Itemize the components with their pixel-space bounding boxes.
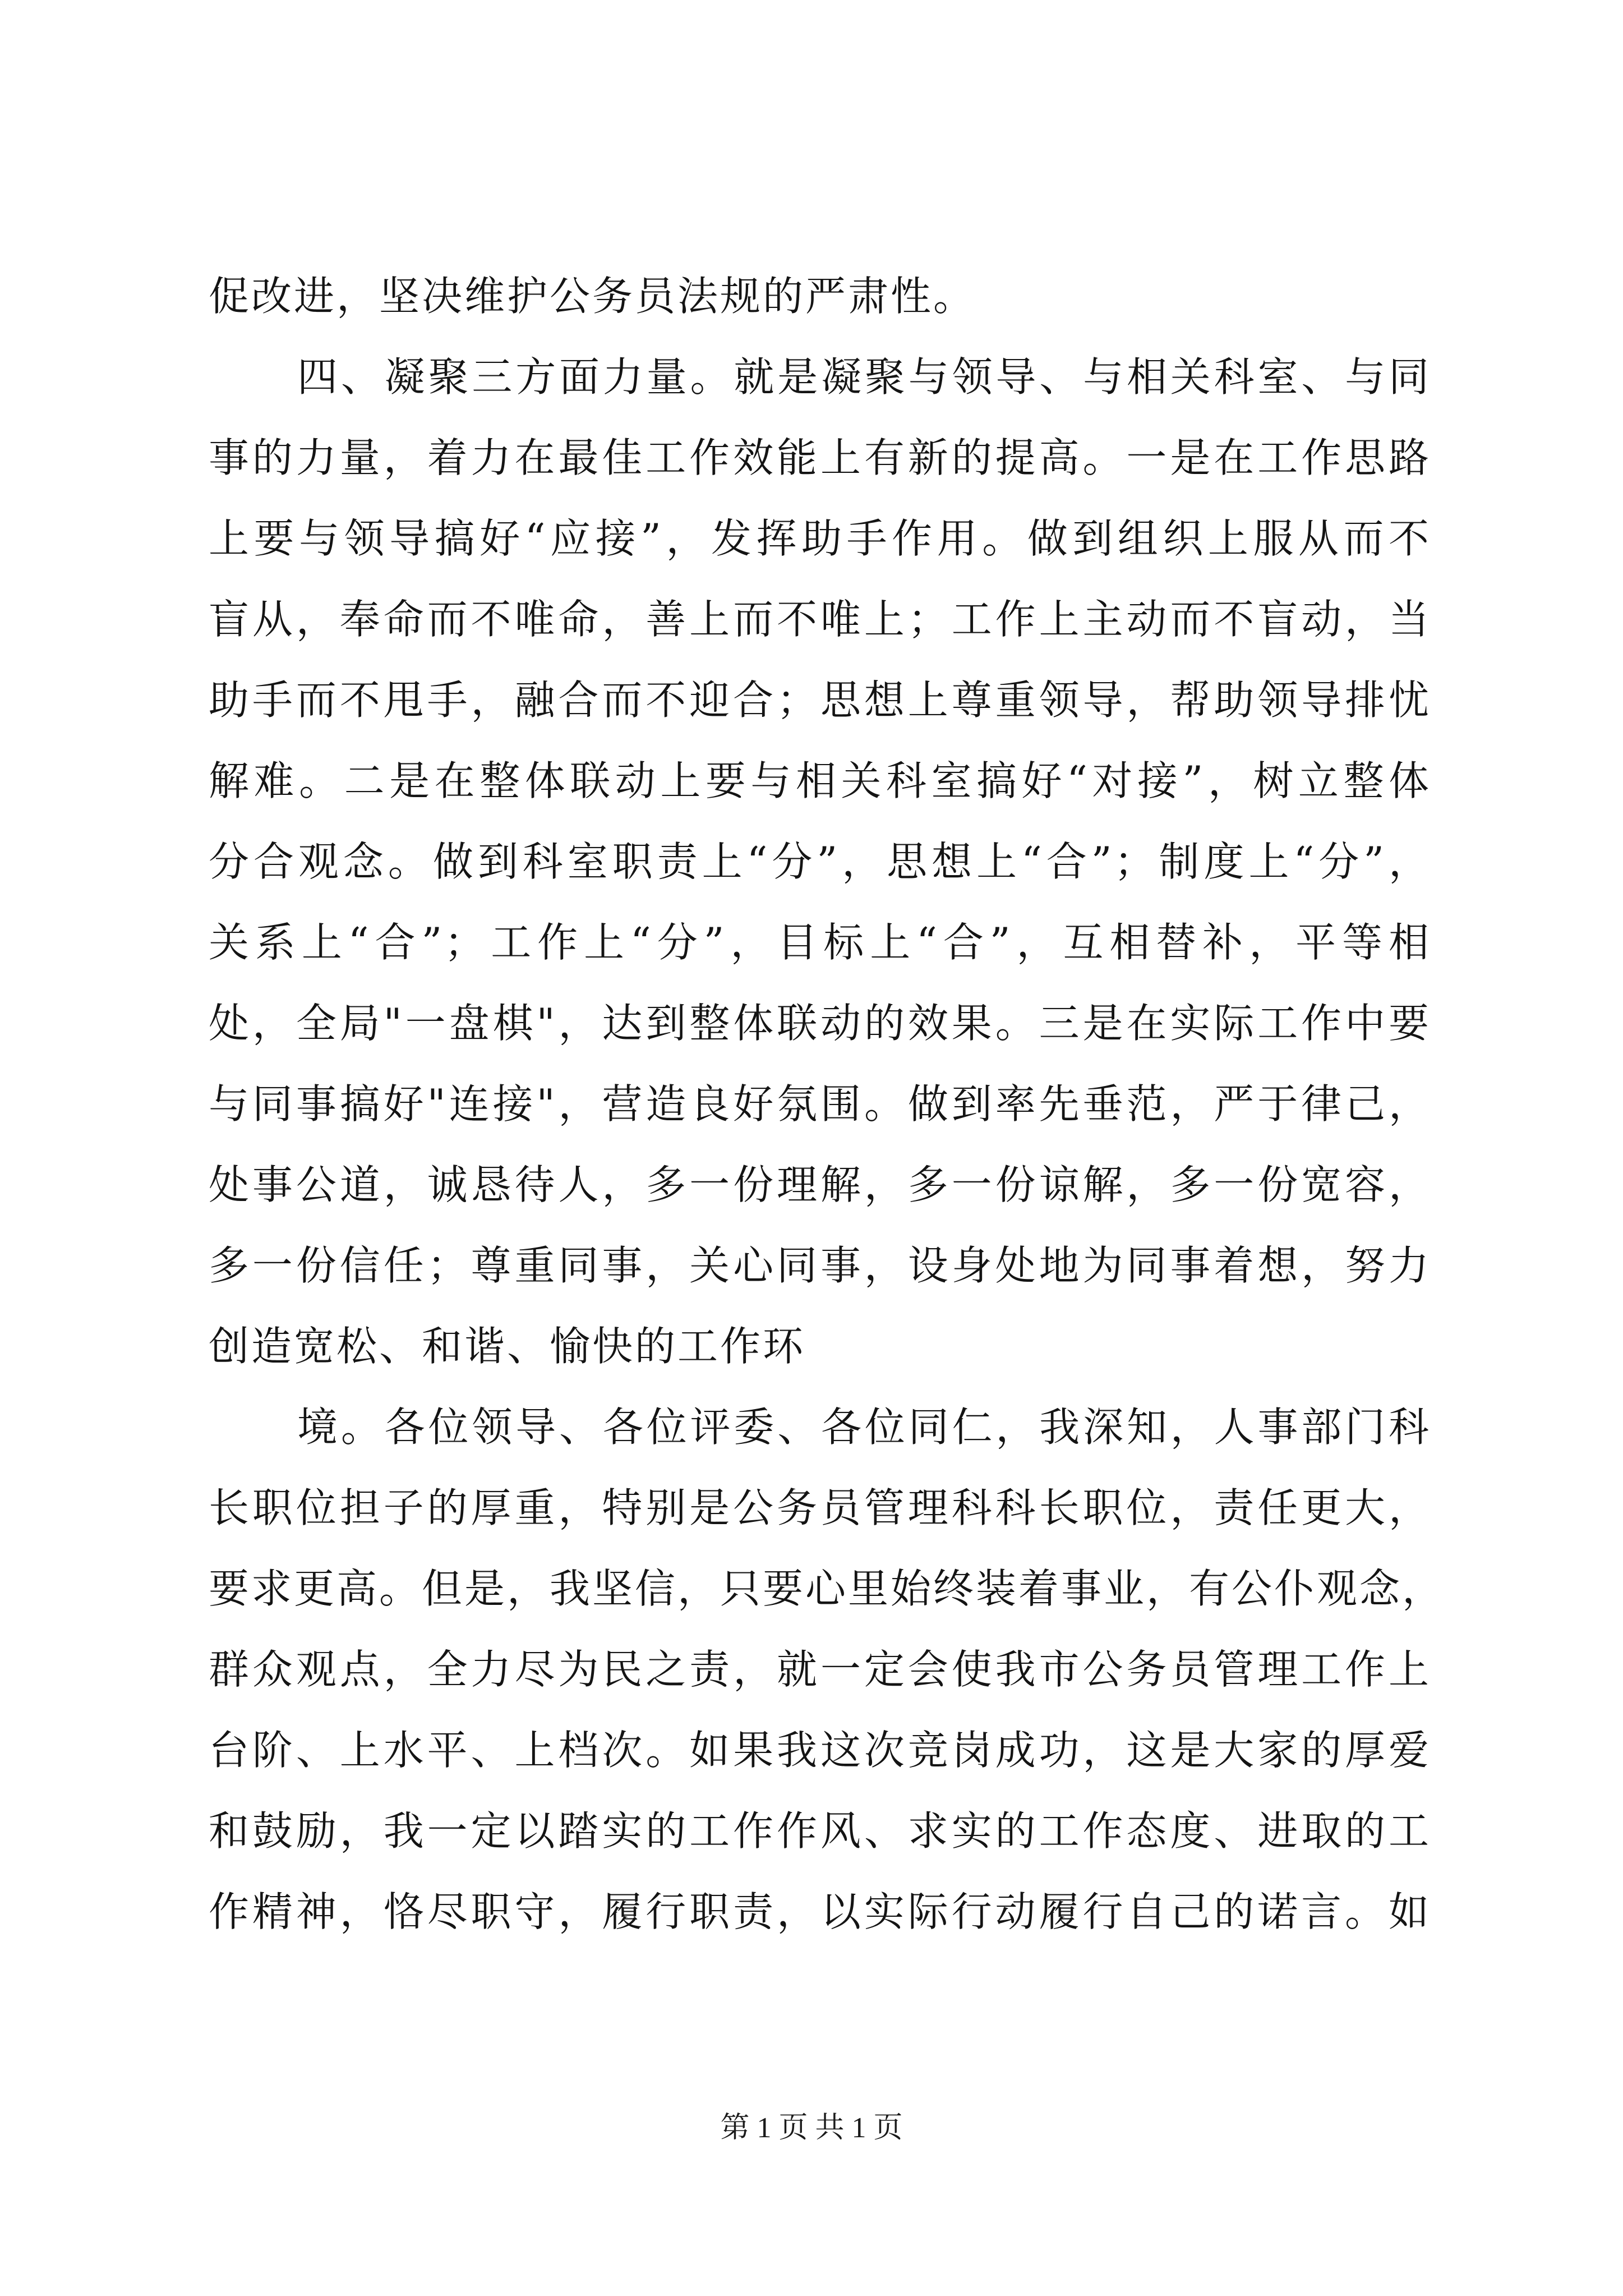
text-line: 创造宽松、和谐、愉快的工作环	[209, 1323, 806, 1370]
text-line: 群众观点，全力尽为民之责，就一定会使我市公务员管理工作上	[209, 1646, 1431, 1693]
text-line: 要求更高。但是，我坚信，只要心里始终装着事业，有公仆观念，	[209, 1565, 1445, 1612]
text-line: 事的力量，着力在最佳工作效能上有新的提高。一是在工作思路	[209, 434, 1431, 481]
text-line: 台阶、上水平、上档次。如果我这次竞岗成功，这是大家的厚爱	[209, 1727, 1431, 1774]
text-line: 作精神，恪尽职守，履行职责，以实际行动履行自己的诺言。如	[209, 1888, 1431, 1935]
body-text	[209, 256, 1445, 1952]
text-line: 盲从，奉命而不唯命，善上而不唯上；工作上主动而不盲动，当	[209, 596, 1431, 643]
text-line: 助手而不甩手，融合而不迎合；思想上尊重领导，帮助领导排忧	[209, 677, 1431, 724]
text-line: 关系上“合”；工作上“分”，目标上“合”，互相替补，平等相	[209, 919, 1431, 966]
page-number-footer: 第 1 页 共 1 页	[720, 2112, 903, 2144]
text-line: 和鼓励，我一定以踏实的工作作风、求实的工作态度、进取的工	[209, 1807, 1431, 1855]
text-line: 多一份信任；尊重同事，关心同事，设身处地为同事着想，努力	[209, 1242, 1431, 1289]
text-line: 处，全局"一盘棋"，达到整体联动的效果。三是在实际工作中要	[209, 1000, 1431, 1047]
text-line: 与同事搞好"连接"，营造良好氛围。做到率先垂范，严于律己，	[209, 1080, 1431, 1128]
text-line: 促改进，坚决维护公务员法规的严肃性。	[209, 273, 976, 320]
text-line: 上要与领导搞好“应接”，发挥助手作用。做到组织上服从而不	[209, 515, 1431, 562]
paragraph-start-line: 境。各位领导、各位评委、各位同仁，我深知，人事部门科	[297, 1404, 1431, 1451]
text-line: 处事公道，诚恳待人，多一份理解，多一份谅解，多一份宽容，	[209, 1161, 1431, 1208]
paragraph-start-line: 四、凝聚三方面力量。就是凝聚与领导、与相关科室、与同	[297, 353, 1431, 401]
text-line: 长职位担子的厚重，特别是公务员管理科科长职位，责任更大，	[209, 1484, 1431, 1531]
text-line: 解难。二是在整体联动上要与相关科室搞好“对接”，树立整体	[209, 757, 1431, 804]
text-line: 分合观念。做到科室职责上“分”，思想上“合”；制度上“分”，	[209, 838, 1431, 885]
